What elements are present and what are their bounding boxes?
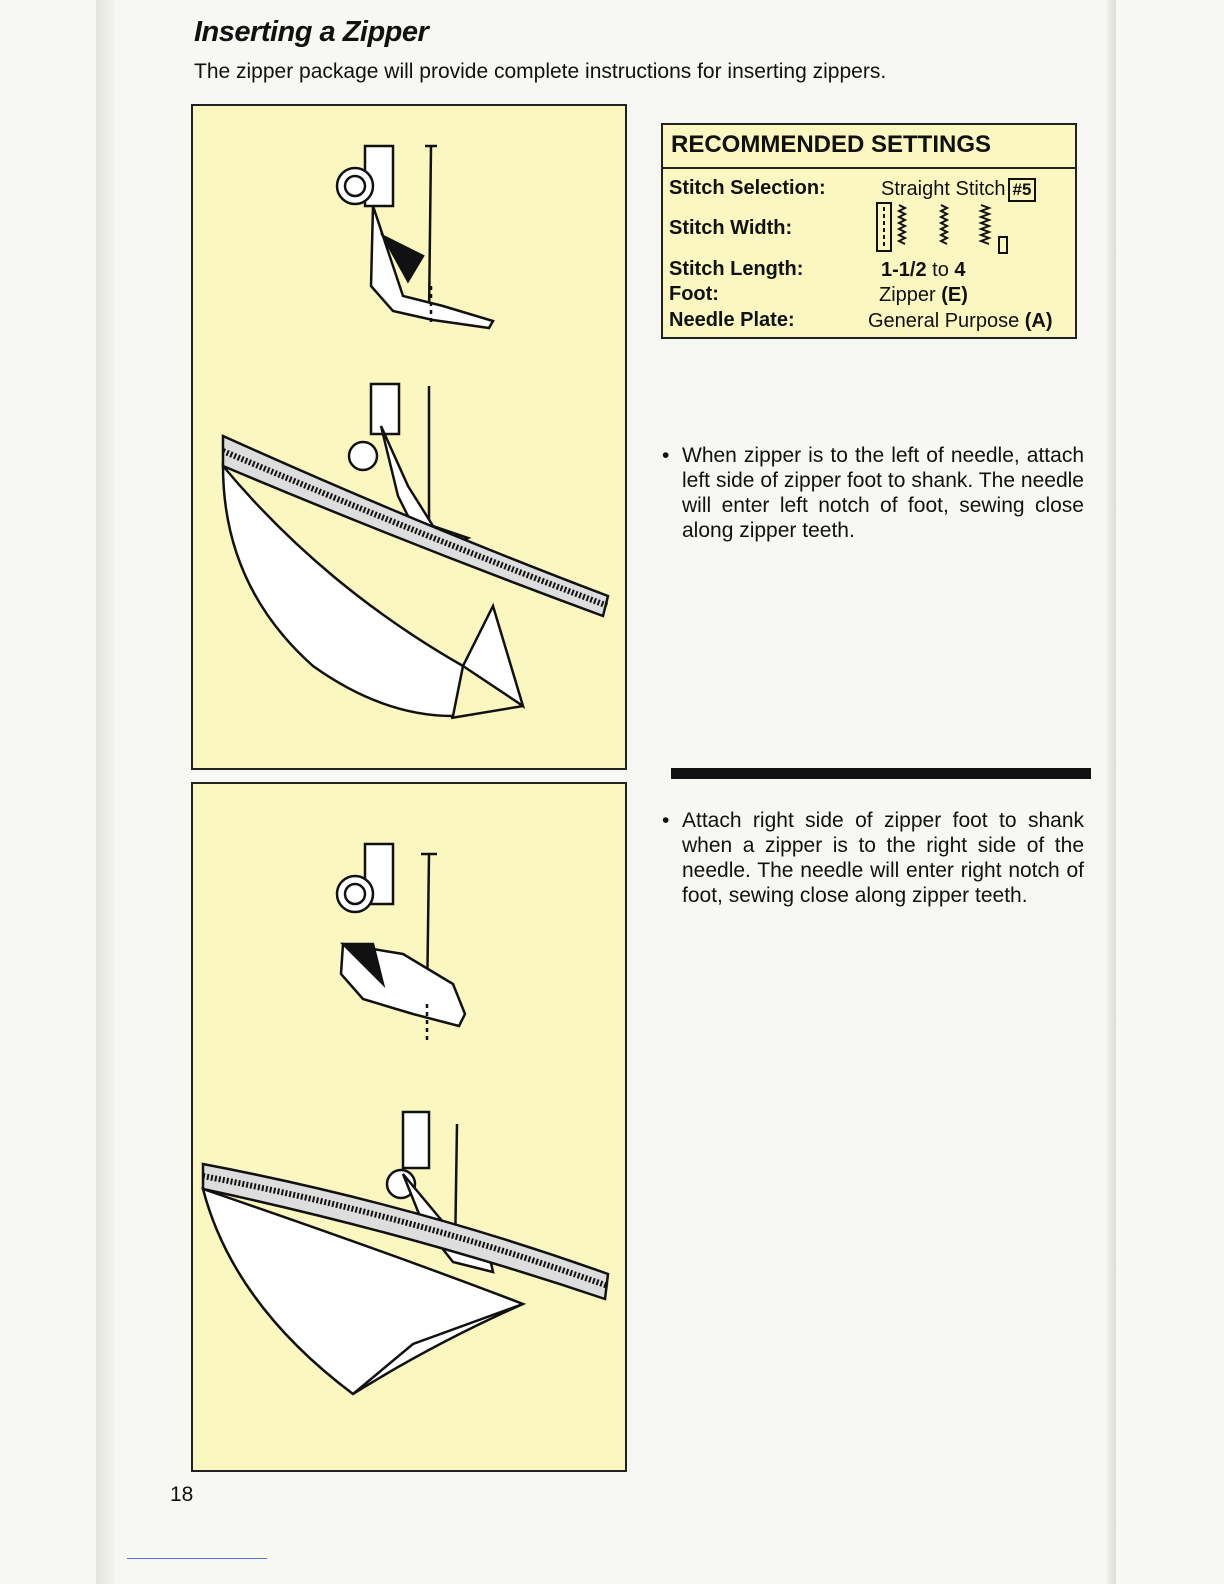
- stitch-length-label: Stitch Length:: [669, 258, 804, 280]
- stitch-selection-text: Straight Stitch: [881, 178, 1006, 200]
- stitch-length-max: 4: [954, 259, 966, 281]
- stitch-selection-label: Stitch Selection:: [669, 177, 826, 199]
- foot-code: (E): [941, 284, 968, 306]
- instruction-left-zipper: [662, 443, 1084, 543]
- zipper-foot-right-drawing: [193, 784, 625, 1470]
- settings-heading: RECOMMENDED SETTINGS: [671, 131, 992, 158]
- needle-plate-code: (A): [1024, 310, 1053, 332]
- page-subtitle: The zipper package will provide complete instructions for inserting zippers.: [194, 60, 887, 83]
- bottom-link-line: [127, 1558, 267, 1559]
- bullet-dot: •: [662, 809, 670, 832]
- stitch-width-label: Stitch Width:: [669, 217, 793, 239]
- stitch-length-to: to: [926, 259, 955, 281]
- instruction-text: Attach right side of zipper foot to shank when a zipper is to the right side of the needle. The needle will enter right notch of foot, sewing close along zipper teeth.: [682, 809, 1084, 907]
- zipper-foot-left-drawing: [193, 106, 625, 768]
- foot-label: Foot:: [669, 283, 719, 305]
- zipper-foot-right-illustration: [191, 782, 627, 1472]
- section-divider: [671, 768, 1091, 779]
- stitch-length-value: [881, 259, 966, 282]
- page-number: 18: [170, 1483, 194, 1506]
- needle-plate-label: Needle Plate:: [669, 309, 795, 331]
- instruction-right-zipper: [662, 808, 1084, 908]
- page-title: Inserting a Zipper: [194, 16, 429, 48]
- page-edge-left: [96, 0, 114, 1584]
- page-edge-right: [1106, 0, 1116, 1584]
- needle-plate-value: [868, 310, 1053, 333]
- foot-text: Zipper: [879, 284, 942, 306]
- stitch-number-badge: #5: [1008, 178, 1037, 202]
- bullet-dot: •: [662, 444, 670, 467]
- stitch-width-icons: [875, 199, 1015, 255]
- settings-heading-rule: [663, 167, 1075, 169]
- zipper-foot-left-illustration: [191, 104, 627, 770]
- recommended-settings-box: [661, 123, 1077, 339]
- stitch-length-min: 1-1/2: [881, 259, 927, 281]
- needle-plate-text: General Purpose: [868, 310, 1025, 332]
- instruction-text: When zipper is to the left of needle, attach left side of zipper foot to shank. The needle will enter left notch of foot, sewing close along zipper teeth.: [682, 444, 1084, 542]
- foot-value: [879, 284, 968, 307]
